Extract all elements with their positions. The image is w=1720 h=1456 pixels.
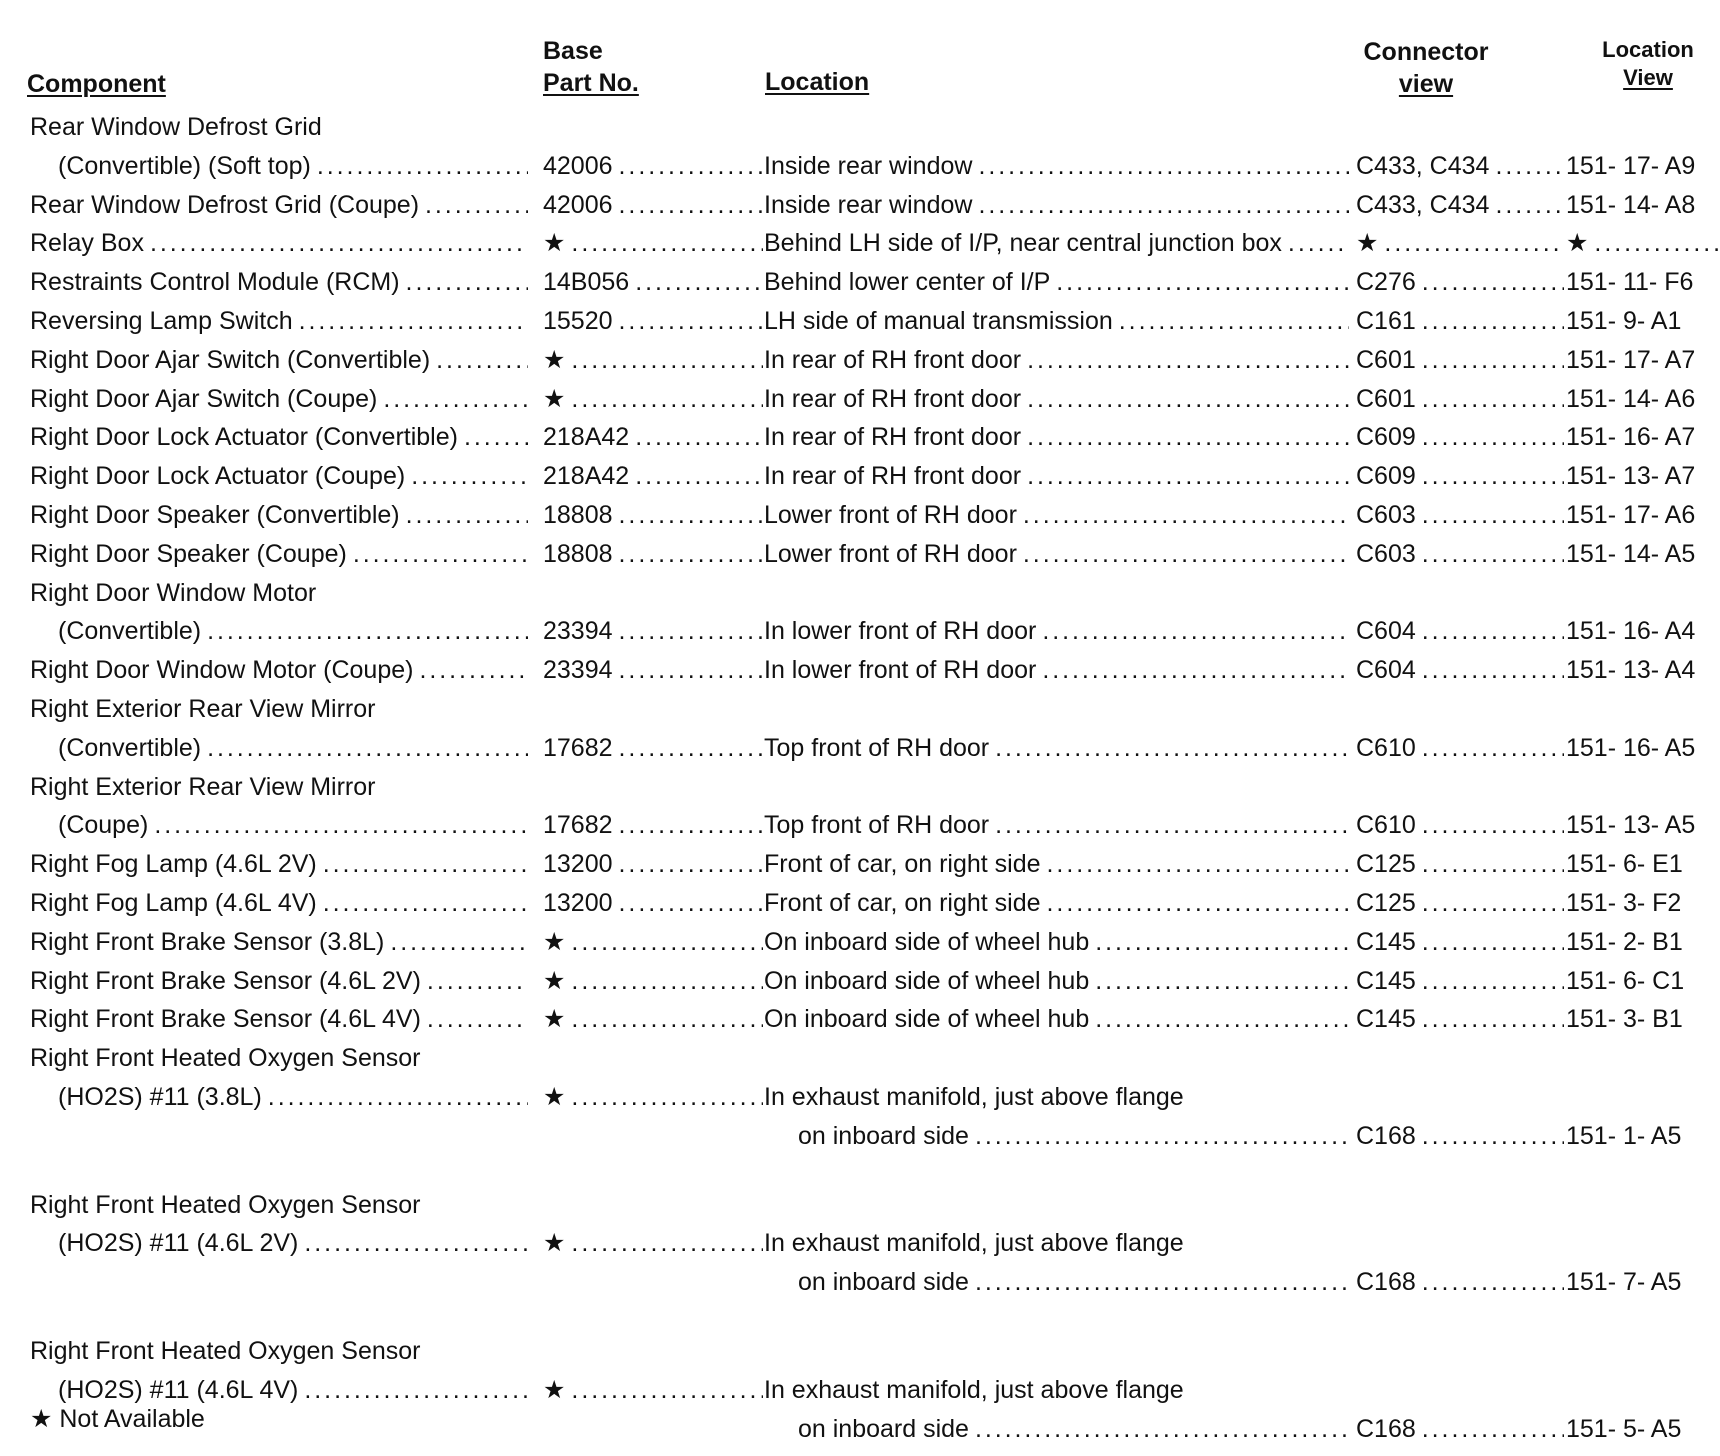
location-view: 151- 7- A5 — [1566, 1268, 1682, 1296]
table-row — [0, 962, 1720, 1000]
dot-leader — [635, 263, 763, 301]
location-view: 151- 1- A5 — [1566, 1122, 1682, 1150]
connector-view: C433, C434 . . . — [1356, 147, 1566, 185]
connector-view: C161 . . . — [1356, 302, 1566, 340]
dot-leader — [1023, 535, 1349, 573]
dot-leader — [1095, 962, 1349, 1000]
table-row — [0, 1078, 1720, 1116]
table-row — [0, 729, 1720, 767]
dot-leader — [571, 224, 763, 262]
location-text: Lower front of RH door . . . — [764, 496, 1351, 534]
dot-leader — [1422, 380, 1564, 418]
location-view: 151- 17- A6 — [1566, 501, 1696, 529]
location-text: In lower front of RH door . . . — [764, 612, 1351, 650]
location-text: In rear of RH front door . . . — [764, 341, 1351, 379]
dot-leader — [1027, 418, 1349, 456]
connector-view: ★ . . . — [1356, 224, 1566, 262]
dot-leader — [619, 496, 763, 534]
table-row — [0, 1224, 1720, 1262]
location-text: On inboard side of wheel hub . . . — [764, 923, 1351, 961]
component-name: Rear Window Defrost Grid — [30, 113, 322, 141]
dot-leader — [207, 729, 528, 767]
connector-view: C145 . . . — [1356, 923, 1566, 961]
table-row — [0, 535, 1720, 573]
dot-leader — [571, 962, 763, 1000]
location-view: 151- 13- A5 — [1566, 811, 1696, 839]
component-name: Restraints Control Module (RCM) . . . — [30, 263, 530, 301]
location-view: 151- 17- A7 — [1566, 346, 1696, 374]
dot-leader — [427, 1000, 528, 1038]
dot-leader — [154, 806, 528, 844]
location-view: 151- 17- A9 — [1566, 152, 1696, 180]
dot-leader — [268, 1078, 528, 1116]
connector-view: C604 . . . — [1356, 612, 1566, 650]
dot-leader — [975, 1410, 1349, 1448]
location-text: Top front of RH door . . . — [764, 806, 1351, 844]
dot-leader — [1495, 147, 1564, 185]
dot-leader — [1042, 612, 1349, 650]
base-part-number: ★ . . . — [543, 380, 765, 418]
dot-leader — [1422, 418, 1564, 456]
dot-leader — [1023, 496, 1349, 534]
component-name: (HO2S) #11 (4.6L 2V) . . . — [58, 1224, 530, 1262]
connector-view: C145 . . . — [1356, 1000, 1566, 1038]
dot-leader — [411, 457, 528, 495]
component-name: Right Front Heated Oxygen Sensor — [30, 1044, 421, 1072]
component-name: Right Door Ajar Switch (Coupe) . . . — [30, 380, 530, 418]
location-view: 151- 11- F6 — [1566, 268, 1694, 296]
dot-leader — [299, 302, 528, 340]
connector-view: C276 . . . — [1356, 263, 1566, 301]
dot-leader — [635, 418, 763, 456]
base-part-number: ★ . . . — [543, 1371, 765, 1409]
base-part-number: 218A42 . . . — [543, 457, 765, 495]
dot-leader — [353, 535, 528, 573]
component-name: Right Door Speaker (Convertible) . . . — [30, 496, 530, 534]
dot-leader — [571, 923, 763, 961]
table-row — [0, 1117, 1720, 1155]
component-name: (Convertible) . . . — [58, 612, 530, 650]
dot-leader — [619, 535, 763, 573]
location-view: 151- 3- F2 — [1566, 889, 1682, 917]
connector-view: C168 . . . — [1356, 1410, 1566, 1448]
component-name: Rear Window Defrost Grid (Coupe) . . . — [30, 186, 530, 224]
connector-view: C125 . . . — [1356, 845, 1566, 883]
dot-leader — [1422, 845, 1564, 883]
location-text: Front of car, on right side . . . — [764, 884, 1351, 922]
dot-leader — [304, 1224, 528, 1262]
dot-leader — [1422, 263, 1564, 301]
component-name: Reversing Lamp Switch . . . — [30, 302, 530, 340]
component-name: Right Exterior Rear View Mirror — [30, 695, 376, 723]
dot-leader — [619, 147, 763, 185]
dot-leader — [571, 341, 763, 379]
location-view: 151- 16- A4 — [1566, 617, 1696, 645]
component-name: Relay Box . . . — [30, 224, 530, 262]
component-name: Right Fog Lamp (4.6L 2V) . . . — [30, 845, 530, 883]
dot-leader — [323, 845, 528, 883]
dot-leader — [464, 418, 528, 456]
connector-view: C433, C434 . . . — [1356, 186, 1566, 224]
base-part-number: 17682 . . . — [543, 729, 765, 767]
component-name: (HO2S) #11 (4.6L 4V) . . . — [58, 1371, 530, 1409]
header-connector-view: Connector view — [1363, 38, 1489, 98]
dot-leader — [1384, 224, 1564, 262]
dot-leader — [1422, 1000, 1564, 1038]
dot-leader — [975, 1117, 1349, 1155]
base-part-number: 14B056 . . . — [543, 263, 765, 301]
dot-leader — [1422, 535, 1564, 573]
table-row — [0, 108, 1720, 146]
location-view: 151- 5- A5 — [1566, 1415, 1682, 1443]
dot-leader — [1422, 923, 1564, 961]
component-name: Right Front Heated Oxygen Sensor — [30, 1191, 421, 1219]
dot-leader — [571, 380, 763, 418]
table-row — [0, 1371, 1720, 1409]
dot-leader — [635, 457, 763, 495]
header-location: Location — [765, 68, 870, 96]
table-row — [0, 1332, 1720, 1370]
dot-leader — [1095, 923, 1349, 961]
dot-leader — [419, 651, 528, 689]
dot-leader — [1422, 496, 1564, 534]
dot-leader — [317, 147, 528, 185]
base-part-number: ★ . . . — [543, 1000, 765, 1038]
location-view: 151- 14- A6 — [1566, 385, 1696, 413]
component-name: Right Door Window Motor (Coupe) . . . — [30, 651, 530, 689]
location-view: 151- 9- A1 — [1566, 307, 1682, 335]
dot-leader — [995, 806, 1349, 844]
dot-leader — [619, 729, 763, 767]
base-part-number: ★ . . . — [543, 341, 765, 379]
location-view: ★ . . . — [1566, 224, 1720, 262]
location-text: In rear of RH front door . . . — [764, 457, 1351, 495]
table-row — [0, 302, 1720, 340]
table-row — [0, 1263, 1720, 1301]
location-text: Inside rear window . . . — [764, 186, 1351, 224]
base-part-number: 218A42 . . . — [543, 418, 765, 456]
table-row — [0, 263, 1720, 301]
dot-leader — [1422, 729, 1564, 767]
base-part-number: 23394 . . . — [543, 612, 765, 650]
base-part-number: 13200 . . . — [543, 884, 765, 922]
dot-leader — [1422, 612, 1564, 650]
location-text: Front of car, on right side . . . — [764, 845, 1351, 883]
connector-view: C603 . . . — [1356, 535, 1566, 573]
component-name: (Coupe) . . . — [58, 806, 530, 844]
dot-leader — [619, 186, 763, 224]
location-view: 151- 13- A7 — [1566, 462, 1696, 490]
dot-leader — [1422, 457, 1564, 495]
table-row — [0, 418, 1720, 456]
location-text: In rear of RH front door . . . — [764, 380, 1351, 418]
table-row — [0, 186, 1720, 224]
dot-leader — [1422, 806, 1564, 844]
location-view: 151- 3- B1 — [1566, 1005, 1683, 1033]
dot-leader — [425, 186, 528, 224]
dot-leader — [1422, 1117, 1564, 1155]
location-view: 151- 16- A5 — [1566, 734, 1696, 762]
dot-leader — [995, 729, 1349, 767]
dot-leader — [436, 341, 528, 379]
base-part-number: 23394 . . . — [543, 651, 765, 689]
base-part-number: ★ . . . — [543, 923, 765, 961]
connector-view: C145 . . . — [1356, 962, 1566, 1000]
dot-leader — [1422, 884, 1564, 922]
base-part-number: 18808 . . . — [543, 535, 765, 573]
header-base-part-no: Base Part No. — [543, 37, 639, 97]
table-row — [0, 1000, 1720, 1038]
location-view: 151- 13- A4 — [1566, 656, 1696, 684]
component-name: Right Fog Lamp (4.6L 4V) . . . — [30, 884, 530, 922]
base-part-number: 17682 . . . — [543, 806, 765, 844]
location-view: 151- 16- A7 — [1566, 423, 1696, 451]
dot-leader — [1027, 380, 1349, 418]
base-part-number: 18808 . . . — [543, 496, 765, 534]
location-view: 151- 2- B1 — [1566, 928, 1683, 956]
table-row — [0, 380, 1720, 418]
dot-leader — [1056, 263, 1349, 301]
dot-leader — [619, 845, 763, 883]
dot-leader — [1422, 341, 1564, 379]
dot-leader — [1047, 845, 1349, 883]
location-view: 151- 6- C1 — [1566, 967, 1685, 995]
dot-leader — [1288, 224, 1349, 262]
base-part-number: 13200 . . . — [543, 845, 765, 883]
location-text: Lower front of RH door . . . — [764, 535, 1351, 573]
dot-leader — [571, 1224, 763, 1262]
table-row — [0, 768, 1720, 806]
location-text: In exhaust manifold, just above flange — [764, 1376, 1184, 1404]
base-part-number: ★ . . . — [543, 224, 765, 262]
dot-leader — [975, 1263, 1349, 1301]
dot-leader — [619, 651, 763, 689]
component-name: Right Front Heated Oxygen Sensor — [30, 1337, 421, 1365]
component-name: Right Door Window Motor — [30, 579, 317, 607]
dot-leader — [323, 884, 528, 922]
table-row — [0, 923, 1720, 961]
location-view: 151- 6- E1 — [1566, 850, 1683, 878]
dot-leader — [1042, 651, 1349, 689]
component-name: Right Front Brake Sensor (4.6L 2V) . . . — [30, 962, 530, 1000]
dot-leader — [571, 1078, 763, 1116]
dot-leader — [1047, 884, 1349, 922]
dot-leader — [1422, 1410, 1564, 1448]
table-row — [0, 1039, 1720, 1077]
base-part-number: 42006 . . . — [543, 186, 765, 224]
dot-leader — [1027, 457, 1349, 495]
dot-leader — [978, 186, 1349, 224]
component-name: Right Front Brake Sensor (3.8L) . . . — [30, 923, 530, 961]
location-text: In exhaust manifold, just above flange — [764, 1229, 1184, 1257]
location-text: Behind lower center of I/P . . . — [764, 263, 1351, 301]
dot-leader — [390, 923, 528, 961]
table-row — [0, 574, 1720, 612]
header-component: Component — [27, 70, 166, 98]
dot-leader — [1027, 341, 1349, 379]
table-row — [0, 341, 1720, 379]
connector-view: C601 . . . — [1356, 341, 1566, 379]
dot-leader — [427, 962, 528, 1000]
base-part-number: 15520 . . . — [543, 302, 765, 340]
connector-view: C168 . . . — [1356, 1117, 1566, 1155]
table-row — [0, 496, 1720, 534]
dot-leader — [619, 884, 763, 922]
location-text: on inboard side . . . — [798, 1117, 1351, 1155]
component-name: Right Door Ajar Switch (Convertible) . . . — [30, 341, 530, 379]
dot-leader — [619, 302, 763, 340]
table-row — [0, 147, 1720, 185]
connector-view: C609 . . . — [1356, 418, 1566, 456]
dot-leader — [978, 147, 1349, 185]
dot-leader — [619, 612, 763, 650]
location-text: In rear of RH front door . . . — [764, 418, 1351, 456]
location-text: Behind LH side of I/P, near central junction box . . . — [764, 224, 1351, 262]
dot-leader — [1495, 186, 1564, 224]
component-name: Right Exterior Rear View Mirror — [30, 773, 376, 801]
table-row — [0, 1186, 1720, 1224]
dot-leader — [571, 1371, 763, 1409]
connector-view: C601 . . . — [1356, 380, 1566, 418]
location-text: Inside rear window . . . — [764, 147, 1351, 185]
dot-leader — [1095, 1000, 1349, 1038]
location-text: LH side of manual transmission . . . — [764, 302, 1351, 340]
location-text: on inboard side . . . — [798, 1410, 1351, 1448]
table-row — [0, 457, 1720, 495]
dot-leader — [1594, 224, 1718, 262]
component-name: (Convertible) . . . — [58, 729, 530, 767]
footnote: ★ Not Available — [30, 1405, 205, 1433]
component-name: Right Door Lock Actuator (Coupe) . . . — [30, 457, 530, 495]
dot-leader — [571, 1000, 763, 1038]
dot-leader — [619, 806, 763, 844]
dot-leader — [1422, 651, 1564, 689]
table-row — [0, 845, 1720, 883]
location-text: On inboard side of wheel hub . . . — [764, 1000, 1351, 1038]
component-name: Right Front Brake Sensor (4.6L 4V) . . . — [30, 1000, 530, 1038]
dot-leader — [1422, 302, 1564, 340]
dot-leader — [406, 263, 528, 301]
component-name: Right Door Speaker (Coupe) . . . — [30, 535, 530, 573]
location-text: On inboard side of wheel hub . . . — [764, 962, 1351, 1000]
connector-view: C609 . . . — [1356, 457, 1566, 495]
table-row — [0, 690, 1720, 728]
location-text: Top front of RH door . . . — [764, 729, 1351, 767]
base-part-number: ★ . . . — [543, 1078, 765, 1116]
dot-leader — [1422, 1263, 1564, 1301]
dot-leader — [304, 1371, 528, 1409]
table-row — [0, 884, 1720, 922]
component-name: (HO2S) #11 (3.8L) . . . — [58, 1078, 530, 1116]
base-part-number: ★ . . . — [543, 1224, 765, 1262]
connector-view: C610 . . . — [1356, 806, 1566, 844]
connector-view: C603 . . . — [1356, 496, 1566, 534]
dot-leader — [207, 612, 528, 650]
dot-leader — [150, 224, 528, 262]
table-row — [0, 224, 1720, 262]
table-row — [0, 651, 1720, 689]
location-text: In exhaust manifold, just above flange — [764, 1083, 1184, 1111]
dot-leader — [1119, 302, 1349, 340]
table-row — [0, 612, 1720, 650]
table-row — [0, 806, 1720, 844]
connector-view: C604 . . . — [1356, 651, 1566, 689]
base-part-number: ★ . . . — [543, 962, 765, 1000]
dot-leader — [383, 380, 528, 418]
header-location-view: Location View — [1602, 37, 1694, 90]
component-name: Right Door Lock Actuator (Convertible) . . . — [30, 418, 530, 456]
location-view: 151- 14- A5 — [1566, 540, 1696, 568]
base-part-number: 42006 . . . — [543, 147, 765, 185]
dot-leader — [1422, 962, 1564, 1000]
component-name: (Convertible) (Soft top) . . . — [58, 147, 530, 185]
location-text: on inboard side . . . — [798, 1263, 1351, 1301]
location-text: In lower front of RH door . . . — [764, 651, 1351, 689]
connector-view: C168 . . . — [1356, 1263, 1566, 1301]
location-view: 151- 14- A8 — [1566, 191, 1696, 219]
table-row — [0, 1410, 1720, 1448]
connector-view: C125 . . . — [1356, 884, 1566, 922]
connector-view: C610 . . . — [1356, 729, 1566, 767]
dot-leader — [406, 496, 528, 534]
